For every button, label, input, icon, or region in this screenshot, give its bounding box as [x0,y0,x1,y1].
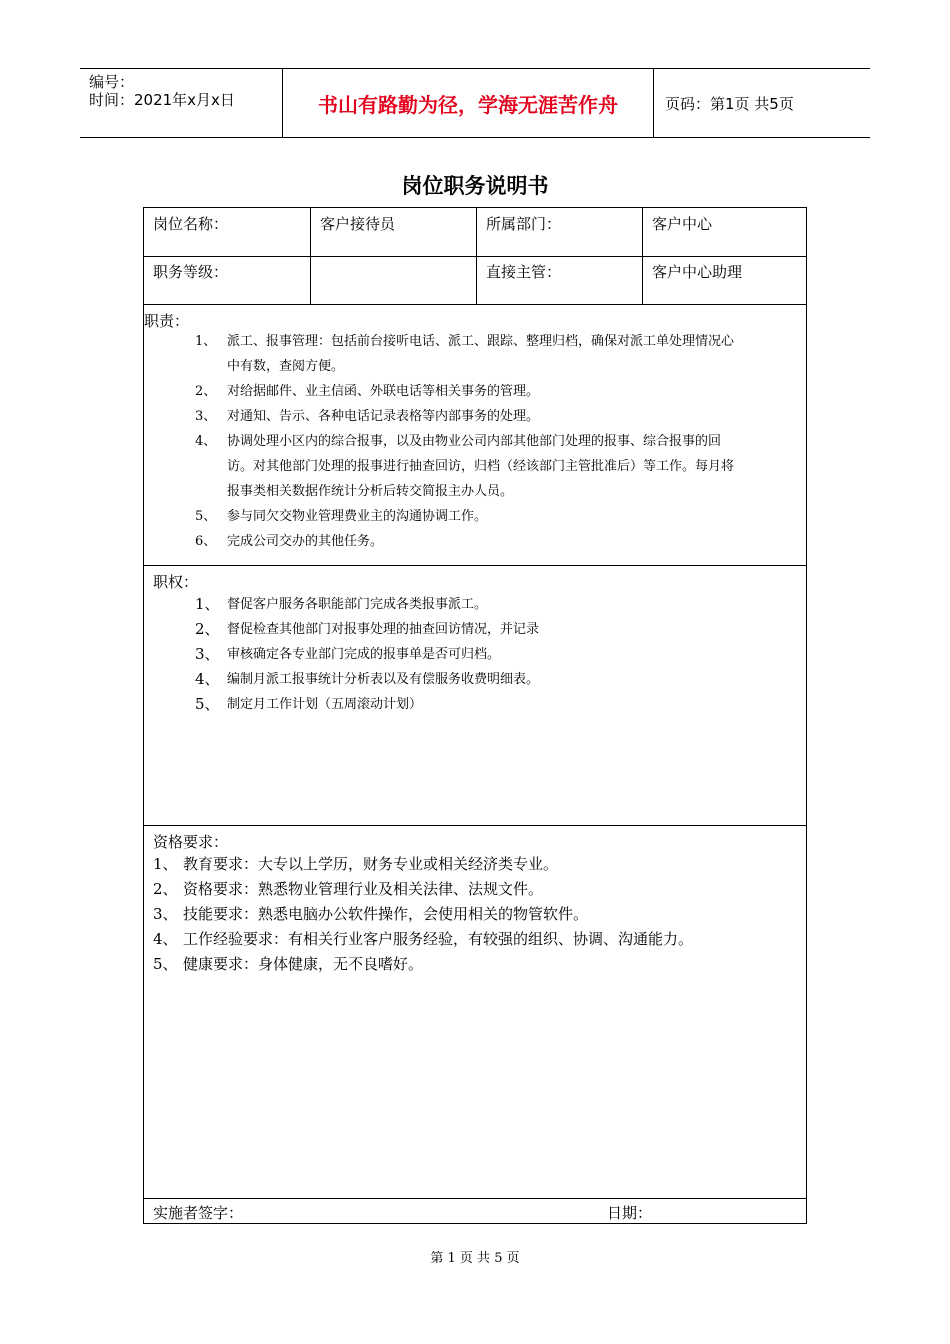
list-item: 2、 对给据邮件、业主信函、外联电话等相关事务的管理。 [195,384,540,399]
duties-heading: 职责： [144,312,190,330]
list-item: 4、 编制月派工报事统计分析表以及有偿服务收费明细表。 [195,670,540,688]
info-row-1 [144,208,806,257]
department-label: 所属部门： [476,208,642,256]
list-item: 1、 教育要求：大专以上学历，财务专业或相关经济类专业。 [153,855,559,873]
page-title: 岗位职务说明书 [401,174,549,198]
job-level-value [310,256,476,304]
signature-date-label: 日期： [607,1204,653,1222]
list-item: 2、 督促检查其他部门对报事处理的抽查回访情况，并记录 [195,620,540,638]
authority-heading: 职权： [153,573,199,591]
document-header [80,68,870,138]
department-value: 客户中心 [642,208,806,256]
signature-row [144,1199,806,1223]
duties-section [144,305,806,566]
list-item: 4、 协调处理小区内的综合报事，以及由物业公司内部其他部门处理的报事、综合报事的回 访。对其他部门处理的报事进行抽查回访，归档（经该部门主管批准后）等工作。每月将 报事类相关数据作统计分析后转交简报主办人员。 [195,434,735,499]
list-item: 5、 参与同欠交物业管理费业主的沟通协调工作。 [195,509,488,524]
list-item: 1、 督促客户服务各职能部门完成各类报事派工。 [195,595,488,613]
list-item: 1、 派工、报事管理：包括前台接听电话、派工、跟踪、整理归档，确保对派工单处理情况心 中有数，查阅方便。 [195,334,735,374]
header-meta [80,69,282,137]
list-item: 5、 制定月工作计划（五周滚动计划） [195,695,423,713]
position-name-label: 岗位名称： [153,215,229,233]
position-name-value: 客户接待员 [310,208,476,256]
motto: 书山有路勤为径，学海无涯苦作舟 [282,69,654,137]
list-item: 2、 资格要求：熟悉物业管理行业及相关法律、法规文件。 [153,880,544,898]
page-info: 页码：第1页 共5页 [665,94,794,113]
supervisor-label: 直接主管： [476,256,642,304]
page-footer: 第 1 页 共 5 页 [430,1251,520,1266]
list-item: 6、 完成公司交办的其他任务。 [195,534,384,549]
list-item: 3、 技能要求：熟悉电脑办公软件操作，会使用相关的物管软件。 [153,905,589,923]
duties-list [195,329,805,554]
info-row-2 [144,256,806,305]
job-level-label: 职务等级： [153,263,229,281]
authority-section [144,566,806,826]
list-item: 3、 对通知、告示、各种电话记录表格等内部事务的处理。 [195,409,540,424]
implementer-signature-label: 实施者签字： [153,1204,244,1222]
qualifications-list [153,852,803,977]
date-label: 时间：2021年x月x日 [89,91,235,109]
list-item: 3、 审核确定各专业部门完成的报事单是否可归档。 [195,645,501,663]
list-item: 5、 健康要求：身体健康，无不良嗜好。 [153,955,424,973]
qualifications-section [144,826,806,1199]
authority-list [195,592,805,717]
qualifications-heading: 资格要求： [153,833,229,851]
list-item: 4、 工作经验要求：有相关行业客户服务经验，有较强的组织、协调、沟通能力。 [153,930,694,948]
supervisor-value: 客户中心助理 [642,256,806,304]
number-label: 编号： [89,73,135,91]
job-description-form [143,207,807,1224]
